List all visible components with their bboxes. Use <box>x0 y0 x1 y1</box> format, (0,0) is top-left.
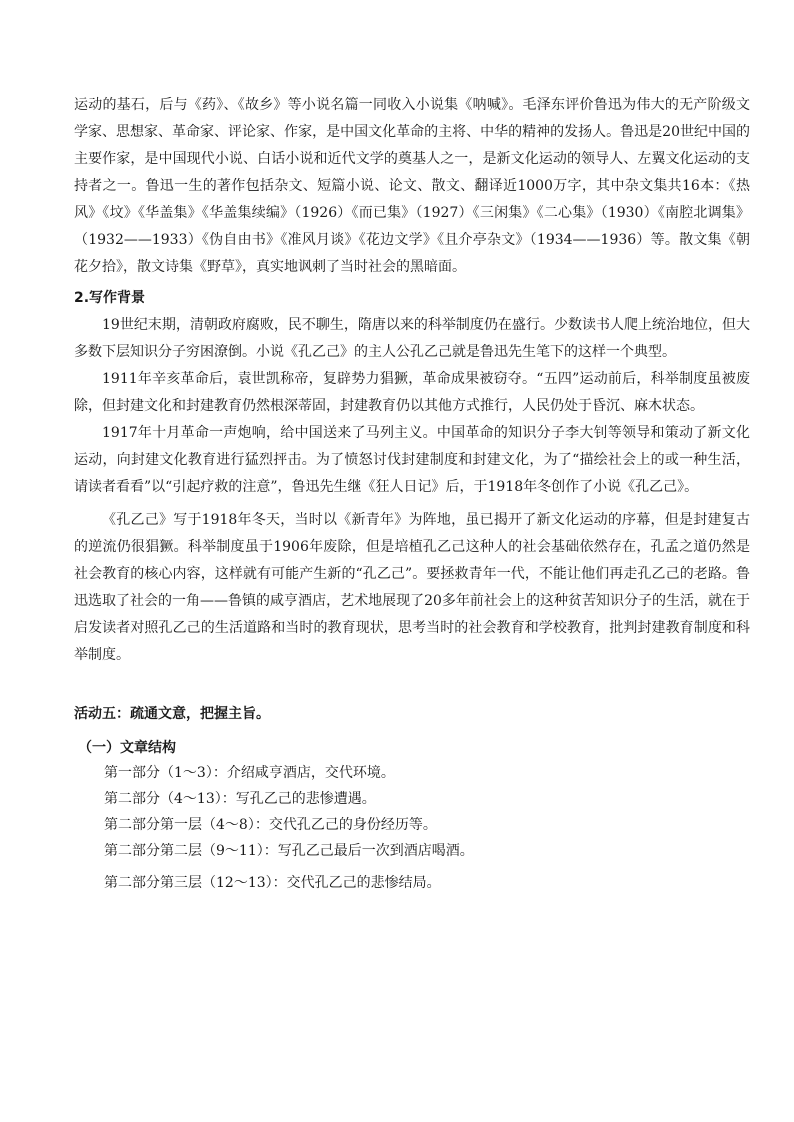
structure-item-1: 第一部分（1～3）：介绍咸亨酒店，交代环境。 <box>104 765 395 781</box>
structure-item-3: 第二部分第一层（4～8）：交代孔乙己的身份经历等。 <box>104 817 437 833</box>
section-heading-background: 2.写作背景 <box>74 290 146 306</box>
document-body <box>74 92 750 896</box>
structure-heading: （一）文章结构 <box>78 740 176 756</box>
section-spacer <box>74 669 750 701</box>
background-paragraph-3: 1917年十月革命一声炮响，给中国送来了马列主义。中国革命的知识分子李大钊等领导和策动了新文化运动，向封建文化教育进行猛烈抨击。为了愤怒讨伐封建制度和封建文化，为了“描绘社会上的或一种生活，请读者看看”以“引起疗救的注意”，鲁迅先生继《狂人日记》后，于1918年冬创作了小说《孔乙己》。 <box>74 425 750 495</box>
intro-paragraph: 运动的基石，后与《药》、《故乡》等小说名篇一同收入小说集《呐喊》。毛泽东评价鲁迅为伟大的无产阶级文学家、思想家、革命家、评论家、作家，是中国文化革命的主将、中华的精神的发扬人。鲁迅是20世纪中国的主要作家，是中国现代小说、白话小说和近代文学的奠基人之一，是新文化运动的领导人、左翼文化运动的支持者之一。鲁迅一生的著作包括杂文、短篇小说、论文、散文、翻译近1000万字，其中杂文集共16本：《热风》《坟》《华盖集》《华盖集续编》（1926）《而已集》（1927）《三闲集》《二心集》（1930）《南腔北调集》（1932——1933）《伪自由书》《准风月谈》《花边文学》《且介亭杂文》（1934——1936）等。散文集《朝花夕拾》，散文诗集《野草》，真实地讽刺了当时社会的黑暗面。 <box>74 97 750 275</box>
structure-item-5: 第二部分第三层（12～13）：交代孔乙己的悲惨结局。 <box>104 875 441 891</box>
structure-item-2: 第二部分（4～13）：写孔乙己的悲惨遭遇。 <box>104 791 376 807</box>
background-paragraph-1: 19世纪末期，清朝政府腐败，民不聊生，隋唐以来的科举制度仍在盛行。少数读书人爬上统治地位，但大多数下层知识分子穷困潦倒。小说《孔乙己》的主人公孔乙己就是鲁迅先生笔下的这样一个典型。 <box>74 317 750 360</box>
structure-item-4: 第二部分第二层（9～11）：写孔乙己最后一次到酒店喝酒。 <box>104 843 474 859</box>
background-paragraph-2: 1911年辛亥革命后，袁世凯称帝，复辟势力猖獗，革命成果被窃夺。“五四”运动前后，科举制度虽被废除，但封建文化和封建教育仍然根深蒂固，封建教育仍以其他方式推行，人民仍处于昏沉、麻木状态。 <box>74 371 750 414</box>
activity-heading: 活动五：疏通文意，把握主旨。 <box>74 706 270 722</box>
background-paragraph-4: 《孔乙己》写于1918年冬天，当时以《新青年》为阵地，虽已揭开了新文化运动的序幕，但是封建复古的逆流仍很猖獗。科举制度虽于1906年废除，但是培植孔乙己这种人的社会基础依然存在，孔孟之道仍然是社会教育的核心内容，这样就有可能产生新的“孔乙己”。要拯救青年一代，不能让他们再走孔乙己的老路。鲁迅选取了社会的一角——鲁镇的咸亨酒店，艺术地展现了20多年前社会上的这种贫苦知识分子的生活，就在于启发读者对照孔乙己的生活道路和当时的教育现状，思考当时的社会教育和学校教育，批判封建教育制度和科举制度。 <box>74 512 750 663</box>
